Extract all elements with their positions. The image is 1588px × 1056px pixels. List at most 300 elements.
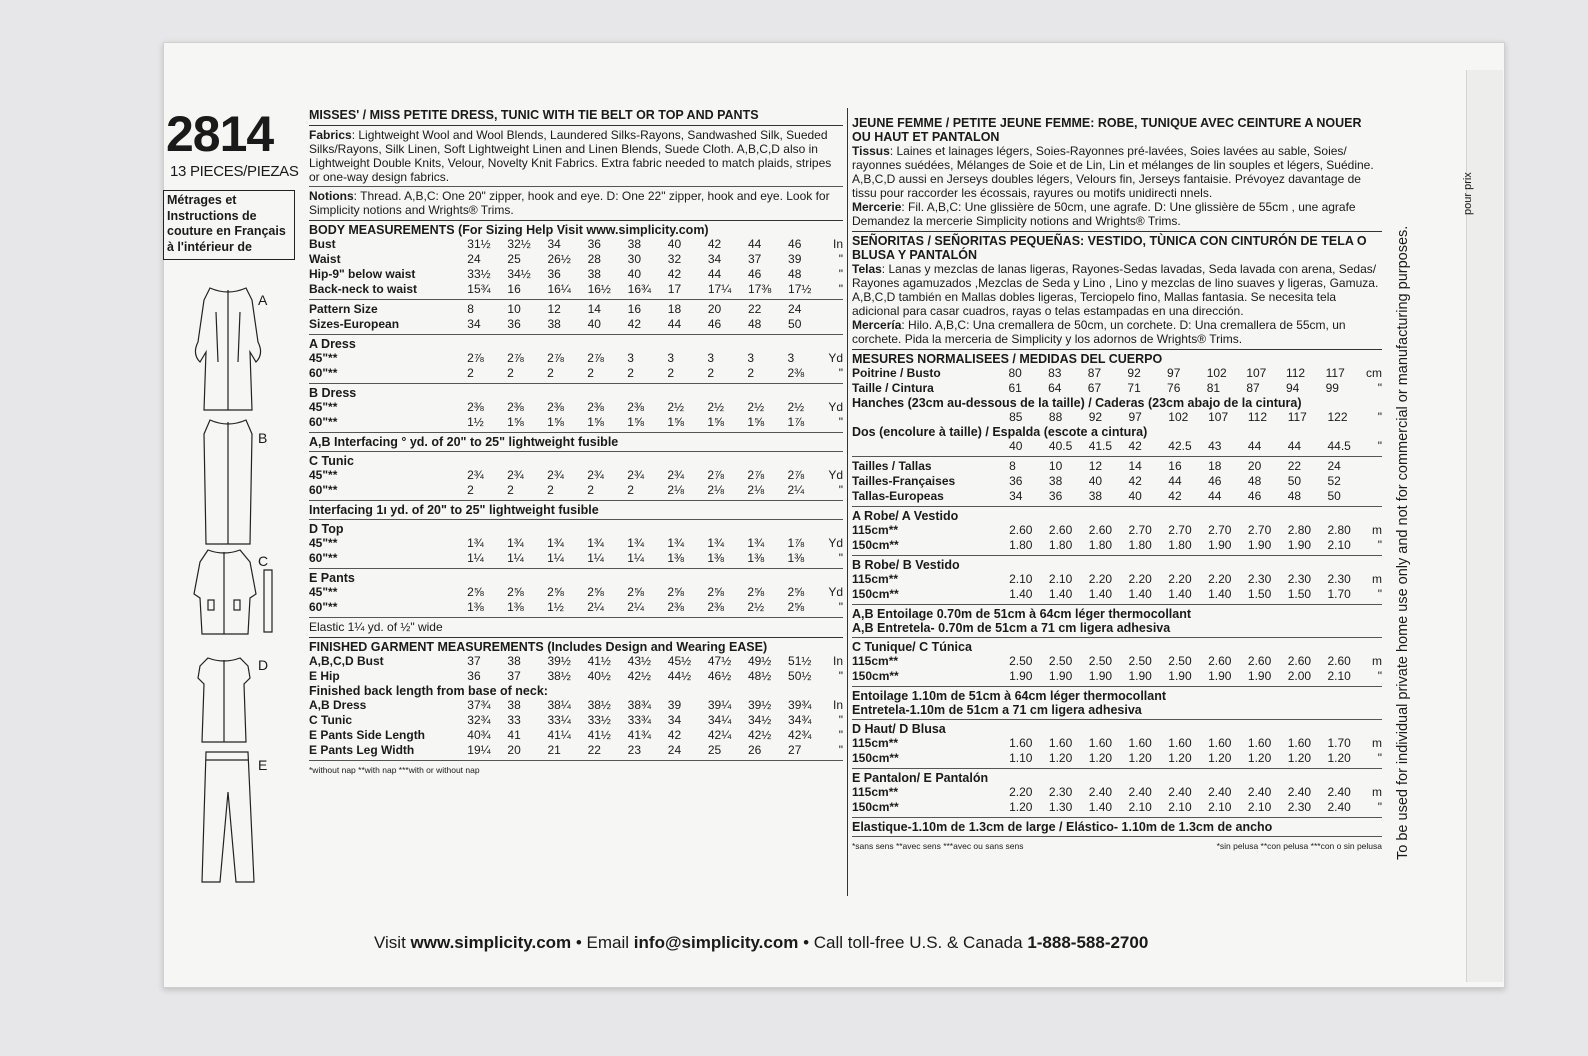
table-row <box>852 785 1382 800</box>
cell-value: 1¾ <box>747 536 765 550</box>
cell-value: 41½ <box>587 728 611 742</box>
row-label: 45"** <box>309 351 338 365</box>
table-row <box>309 585 843 600</box>
table-row <box>309 366 843 381</box>
table-row <box>852 381 1382 396</box>
cell-value: 1⅝ <box>707 415 725 429</box>
cell-unit: " <box>838 267 843 281</box>
cell-value: 2.80 <box>1327 523 1351 537</box>
yardage-table <box>852 572 1382 602</box>
cell-value: 2.60 <box>1088 523 1113 537</box>
view-title: D Top <box>309 522 344 536</box>
cell-value: 51½ <box>788 654 812 668</box>
cell-value: 38 <box>507 654 521 668</box>
cell-value: 61 <box>1008 381 1022 395</box>
row-label <box>852 410 1009 425</box>
cell-value: 1⅜ <box>707 551 725 565</box>
cell-unit: Yd <box>828 536 843 550</box>
cell-value: 1.90 <box>1048 669 1073 683</box>
view-title: A Dress <box>309 337 356 351</box>
cell-value: 48 <box>1287 489 1302 503</box>
cell-value: 2.50 <box>1048 654 1073 668</box>
cell-value: 32½ <box>507 237 531 251</box>
cell-value: 49½ <box>747 654 772 668</box>
cell-value: 1⅜ <box>747 551 765 565</box>
yardage-table <box>852 654 1382 684</box>
cell-value: 1.90 <box>1247 538 1272 552</box>
row-label: 115cm** <box>852 572 899 586</box>
cell-value: 41½ <box>587 654 611 668</box>
cell-value: 36 <box>1048 489 1063 503</box>
table-row <box>309 282 843 297</box>
cell-value: 1.80 <box>1088 538 1113 552</box>
cell-value: 2.70 <box>1247 523 1272 537</box>
row-label: 45"** <box>309 468 338 482</box>
cell-value: 81 <box>1206 381 1221 395</box>
cell-value: 30 <box>627 252 642 266</box>
cell-value: 12 <box>1088 459 1103 473</box>
cell-value: 1.80 <box>1009 538 1033 552</box>
table-row <box>852 439 1382 454</box>
cell-value: 25 <box>507 252 521 266</box>
cell-unit: Yd <box>828 400 843 414</box>
cell-value: 47½ <box>707 654 732 668</box>
footer-email-label: • Email <box>571 933 634 952</box>
cell-value: 2.70 <box>1208 523 1232 537</box>
cell-value: 48½ <box>747 669 772 683</box>
cell-value: 10 <box>1048 459 1063 473</box>
cell-value: 46 <box>747 267 762 281</box>
cell-value: 24 <box>667 743 682 757</box>
cell-value: 16¾ <box>627 282 652 296</box>
cell-value: 2.40 <box>1168 785 1192 799</box>
cell-unit: Yd <box>828 468 843 482</box>
cell-value: 46 <box>1247 489 1262 503</box>
cell-value: 1¾ <box>587 536 604 550</box>
cell-value: 2.20 <box>1128 572 1152 586</box>
view-label-d: D <box>258 657 269 673</box>
cell-value: 1⅝ <box>627 415 644 429</box>
cell-value: 16 <box>627 302 642 316</box>
cell-value: 2.50 <box>1128 654 1152 668</box>
table-row <box>309 713 843 728</box>
cell-value: 2.30 <box>1247 572 1272 586</box>
cell-value: 38¼ <box>547 698 571 712</box>
cell-value: 2¾ <box>627 468 644 482</box>
cell-value: 18 <box>667 302 682 316</box>
cell-value: 2.10 <box>1208 800 1232 814</box>
row-label: 150cm** <box>852 800 899 814</box>
cell-unit: " <box>1377 751 1382 765</box>
cell-value: 33¼ <box>547 713 571 727</box>
view-title: D Haut/ D Blusa <box>852 722 946 736</box>
cell-value: 17½ <box>788 282 812 296</box>
elastique-text: Elastique-1.10m de 1.3cm de large / Elástico- 1.10m de 1.3cm de ancho <box>852 820 1273 834</box>
cell-value: 92 <box>1127 366 1141 380</box>
cell-value: 50 <box>1327 489 1341 503</box>
cell-unit: " <box>838 282 843 296</box>
cell-value: 1.90 <box>1168 669 1192 683</box>
ab-entoilage: A,B Entoilage 0.70m de 51cm à 64cm léger thermocollant <box>852 607 1192 621</box>
fabrics-text: Fabrics: Lightweight Wool and Wool Blends, Laundered Silks-Rayons, Sandwashed Silk, Sueded Silks/Rayons, Silk Linen, Soft Lightweight Linen and Linen Blends, Suede Cloth. A,B,C,D also in Lightweight Double Knits, Velour, Novelty Knit Fabrics. Extra fabric needed to match plaids, stripes or one-way design fabrics. <box>309 128 832 184</box>
cell-value: 10 <box>507 302 521 316</box>
table-row <box>309 237 843 252</box>
cell-unit: " <box>838 743 843 757</box>
cell-value: 41¾ <box>627 728 652 742</box>
cell-value: 1¾ <box>467 536 484 550</box>
cell-value: 1.60 <box>1048 736 1073 750</box>
row-label: Poitrine / Busto <box>852 366 941 380</box>
cell-value: 2.40 <box>1208 785 1232 799</box>
cell-value: 43 <box>1208 439 1222 453</box>
cell-value: 3 <box>707 351 715 365</box>
cell-value: 38 <box>547 317 561 331</box>
cell-value: 2.30 <box>1287 800 1312 814</box>
table-row <box>852 489 1382 504</box>
cell-value: 2.70 <box>1168 523 1192 537</box>
cell-value: 2⅝ <box>587 585 604 599</box>
ab-entretela: A,B Entretela- 0.70m de 51cm a 71 cm ligera adhesiva <box>852 621 1171 635</box>
cell-value: 1⅝ <box>747 415 765 429</box>
cell-value: 22 <box>587 743 601 757</box>
cell-value: 23 <box>627 743 642 757</box>
cell-value: 39¼ <box>707 698 732 712</box>
cell-value: 32¾ <box>467 713 491 727</box>
cell-value: 1.80 <box>1128 538 1152 552</box>
cell-value: 76 <box>1167 381 1181 395</box>
cell-value: 2.10 <box>1009 572 1033 586</box>
row-label: 115cm** <box>852 736 899 750</box>
cell-value: 2⅜ <box>667 600 684 614</box>
fr-size-table <box>852 459 1382 504</box>
cell-value: 40¾ <box>467 728 491 742</box>
cell-value: 34¼ <box>707 713 732 727</box>
cell-value: 14 <box>587 302 601 316</box>
cell-value: 2.10 <box>1168 800 1192 814</box>
cell-value: 17 <box>667 282 682 296</box>
cell-value: 20 <box>507 743 521 757</box>
cell-value: 1¼ <box>467 551 484 565</box>
cell-value: 80 <box>1008 366 1022 380</box>
cell-value: 2 <box>547 366 554 380</box>
cell-value: 1.90 <box>1247 669 1272 683</box>
cell-value: 36 <box>587 237 601 251</box>
c-entretela: Entretela-1.10m de 51cm a 71 cm ligera adhesiva <box>852 703 1142 717</box>
cell-value: 1⅝ <box>507 415 524 429</box>
cell-value: 42 <box>707 237 722 251</box>
cell-value: 2⅝ <box>787 585 805 599</box>
french-spanish-column <box>852 116 1382 853</box>
table-row <box>309 669 843 684</box>
row-label: 60"** <box>309 366 338 380</box>
english-column <box>309 108 843 777</box>
row-label: A,B Dress <box>309 698 367 712</box>
cell-value: 1.60 <box>1208 736 1232 750</box>
cell-value: 34½ <box>507 267 531 281</box>
spanish-title: SEÑORITAS / SEÑORITAS PEQUEÑAS: VESTIDO, TÙNICA CON CINTURÓN DE TELA O BLUSA Y PANTALÓN <box>852 234 1367 262</box>
row-label: 60"** <box>309 415 338 429</box>
cell-value: 2⅞ <box>507 351 524 365</box>
cell-value: 17¼ <box>707 282 732 296</box>
yardage-table <box>309 536 843 566</box>
cell-unit: In <box>832 698 843 712</box>
footer-url[interactable]: www.simplicity.com <box>410 933 572 952</box>
cell-value: 1.90 <box>1208 669 1232 683</box>
table-row <box>309 600 843 615</box>
cell-value: 26 <box>747 743 762 757</box>
cell-value: 1¾ <box>667 536 684 550</box>
cell-value: 48 <box>1247 474 1262 488</box>
footnote-es: *sin pelusa **con pelusa ***con o sin pelusa <box>1216 841 1382 851</box>
pieces-count: 13 PIECES/PIEZAS <box>170 163 299 180</box>
cell-value: 1¾ <box>627 536 644 550</box>
footer-visit: Visit <box>374 933 411 952</box>
cell-value: 2¾ <box>547 468 564 482</box>
cell-value: 22 <box>747 302 762 316</box>
cell-value: 2.70 <box>1128 523 1152 537</box>
cell-value: 2¼ <box>787 483 805 497</box>
cell-value: 2⅜ <box>507 400 524 414</box>
garment-sketches <box>178 282 278 892</box>
c-interfacing: Interfacing 1ı yd. of 20" to 25" lightweight fusible <box>309 503 599 517</box>
cell-value: 42 <box>1128 439 1142 453</box>
merceria-text: Mercería: Hilo. A,B,C: Una cremallera de 50cm, un corchete. D: Una cremallera de 55cm, un corchete. Pida la merceria de Simplicity y los adornos de Wrights® Trims. <box>852 318 1346 346</box>
view-label-c: C <box>258 553 269 569</box>
cell-unit: m <box>1372 523 1382 537</box>
cell-value: 39 <box>788 252 802 266</box>
row-label: Pattern Size <box>309 302 378 316</box>
cell-unit: " <box>838 252 843 266</box>
cell-unit: m <box>1372 654 1382 668</box>
cell-value: 42 <box>667 728 682 742</box>
cell-value: 1¼ <box>547 551 564 565</box>
cell-value: 40 <box>1009 439 1023 453</box>
yardage-table <box>852 736 1382 766</box>
cell-value: 2.20 <box>1009 785 1033 799</box>
cell-value: 2¼ <box>627 600 644 614</box>
cell-value: 8 <box>467 302 474 316</box>
cell-value: 28 <box>587 252 601 266</box>
cell-value: 2.30 <box>1048 785 1073 799</box>
cell-value: 38½ <box>587 698 611 712</box>
cell-value: 1.90 <box>1287 538 1312 552</box>
cell-unit: " <box>1377 587 1382 601</box>
cell-value: 34 <box>667 713 682 727</box>
cell-unit: " <box>838 415 843 429</box>
table-row <box>309 551 843 566</box>
mercerie-text: Mercerie: Fil. A,B,C: Une glissière de 50cm, une agrafe. D: Une glissière de 55cm , une agrafe Demandez la mercerie Simplicity notions and Wrights® Trims. <box>852 200 1356 228</box>
row-label: 115cm** <box>852 654 899 668</box>
cell-value: 2⅞ <box>747 468 765 482</box>
cell-value: 71 <box>1127 381 1141 395</box>
view-label-b: B <box>258 430 268 446</box>
cell-value: 42½ <box>627 669 652 683</box>
row-label: 150cm** <box>852 669 899 683</box>
cell-value: 2.40 <box>1247 785 1272 799</box>
cell-value: 1.20 <box>1247 751 1272 765</box>
row-label: Tallas-Europeas <box>852 489 944 503</box>
cell-value: 36 <box>547 267 561 281</box>
view-title: E Pantalon/ E Pantalón <box>852 771 989 785</box>
table-row <box>309 351 843 366</box>
cell-value: 94 <box>1285 381 1300 395</box>
row-label <box>852 439 1009 454</box>
cell-value: 45½ <box>667 654 692 668</box>
cell-value: 2⅝ <box>627 585 644 599</box>
cell-value: 2⅛ <box>707 483 725 497</box>
cell-value: 2⅝ <box>787 600 805 614</box>
cell-value: 2½ <box>787 400 805 414</box>
cell-value: 38½ <box>547 669 571 683</box>
cell-value: 2 <box>507 483 514 497</box>
cell-value: 2.60 <box>1208 654 1232 668</box>
cell-unit: cm <box>1366 366 1382 380</box>
cell-value: 48 <box>788 267 802 281</box>
cell-unit: " <box>1377 439 1382 453</box>
cell-value: 33¾ <box>627 713 652 727</box>
cell-value: 44 <box>1168 474 1182 488</box>
row-label: Tailles-Françaises <box>852 474 956 488</box>
cell-value: 3 <box>627 351 634 365</box>
finished-table-2 <box>309 698 843 758</box>
cell-value: 1.50 <box>1287 587 1312 601</box>
row-label: 150cm** <box>852 751 899 765</box>
cell-value: 15¾ <box>467 282 491 296</box>
cell-value: 34 <box>707 252 722 266</box>
cell-value: 43½ <box>627 654 652 668</box>
footnote-en: *without nap **with nap ***with or without nap <box>309 765 480 775</box>
cell-value: 2 <box>467 483 474 497</box>
cell-value: 42 <box>1168 489 1182 503</box>
cell-value: 1¼ <box>587 551 604 565</box>
yardage-table <box>309 468 843 498</box>
view-label-e: E <box>258 757 268 773</box>
cell-value: 1.80 <box>1048 538 1073 552</box>
cell-value: 1.40 <box>1009 587 1033 601</box>
cell-value: 44.5 <box>1327 439 1351 453</box>
cell-value: 50 <box>788 317 802 331</box>
cell-value: 1.20 <box>1327 751 1351 765</box>
cell-value: 2 <box>627 366 634 380</box>
cell-value: 2 <box>667 366 674 380</box>
cell-value: 1½ <box>547 600 564 614</box>
cell-value: 2.80 <box>1287 523 1312 537</box>
cell-value: 44 <box>707 267 722 281</box>
footer-phone: 1-888-588-2700 <box>1027 933 1149 952</box>
view-label-a: A <box>258 292 268 308</box>
dos-label: Dos (encolure à taille) / Espalda (escote a cintura) <box>852 425 1148 439</box>
telas-text: Telas: Lanas y mezclas de lanas ligeras, Rayones-Sedas lavadas, Seda lavada con arena, Sedas/ Rayones agamuzados ,Mezclas de Seda y Lino , Lino y mezclas de lino suaves y ligeras, Gamuza. A,B,C,D también en Mallas dobles ligeras, Terciopelo fino, Mallas fantasia. Se necesita tela adicional para casar cuadros, rayas o telas estampadas en una dirección. <box>852 262 1379 318</box>
cell-value: 2.20 <box>1168 572 1192 586</box>
cell-value: 2.60 <box>1048 523 1073 537</box>
cell-value: 25 <box>707 743 722 757</box>
cell-value: 67 <box>1087 381 1102 395</box>
cell-value: 1.20 <box>1168 751 1192 765</box>
cell-value: 1.40 <box>1128 587 1152 601</box>
cell-value: 2.10 <box>1327 538 1351 552</box>
table-row <box>852 474 1382 489</box>
cell-value: 2¾ <box>667 468 684 482</box>
c-entoilage: Entoilage 1.10m de 51cm à 64cm léger thermocollant <box>852 689 1167 703</box>
cell-value: 46 <box>707 317 722 331</box>
row-label: 150cm** <box>852 587 899 601</box>
table-row <box>309 743 843 758</box>
row-label: Bust <box>309 237 336 251</box>
cell-value: 107 <box>1208 410 1229 424</box>
cell-value: 2¾ <box>587 468 604 482</box>
mesures-table <box>852 366 1382 396</box>
cell-value: 1⅜ <box>507 600 524 614</box>
cell-value: 42 <box>667 267 682 281</box>
row-label: Hip-9" below waist <box>309 267 416 281</box>
table-row <box>852 538 1382 553</box>
row-label: 45"** <box>309 400 338 414</box>
cell-value: 1.70 <box>1327 736 1351 750</box>
table-row <box>309 468 843 483</box>
cell-unit: In <box>832 237 843 251</box>
cell-unit: " <box>838 600 843 614</box>
cell-value: 87 <box>1246 381 1260 395</box>
cell-value: 26½ <box>547 252 571 266</box>
row-label: 45"** <box>309 585 338 599</box>
view-title: C Tunique/ C Túnica <box>852 640 972 654</box>
footer-email[interactable]: info@simplicity.com <box>633 933 799 952</box>
cell-value: 18 <box>1208 459 1222 473</box>
cell-value: 34 <box>1009 489 1023 503</box>
cell-value: 102 <box>1206 366 1227 380</box>
row-label: C Tunic <box>309 713 353 727</box>
cell-value: 40 <box>1128 489 1142 503</box>
cell-value: 37¾ <box>467 698 491 712</box>
cell-value: 40 <box>627 267 642 281</box>
cell-unit: " <box>838 483 843 497</box>
cell-unit: " <box>1377 669 1382 683</box>
table-row <box>852 459 1382 474</box>
cell-value: 112 <box>1247 410 1268 424</box>
table-row <box>309 302 843 317</box>
cell-value: 2.60 <box>1287 654 1312 668</box>
yardage-table <box>309 585 843 615</box>
cell-value: 2⅜ <box>787 366 805 380</box>
sketch-e-pants <box>202 752 254 882</box>
cell-value: 2⅛ <box>747 483 765 497</box>
cell-value: 2½ <box>747 600 765 614</box>
cell-value: 41¼ <box>547 728 571 742</box>
cell-value: 2.50 <box>1168 654 1192 668</box>
notions-text: Notions: Thread. A,B,C: One 20" zipper, hook and eye. D: One 22" zipper, hook and eye. Look for Simplicity notions and Wrights® Trims. <box>309 189 830 217</box>
cell-value: 40.5 <box>1048 439 1073 453</box>
cell-unit: m <box>1372 736 1382 750</box>
cell-value: 2⅝ <box>547 585 564 599</box>
cell-value: 39¾ <box>788 698 812 712</box>
cell-unit: " <box>1377 381 1382 395</box>
cell-value: 1⅞ <box>787 415 805 429</box>
cell-value: 1.40 <box>1088 800 1113 814</box>
cell-value: 2 <box>627 483 634 497</box>
ab-interfacing: A,B Interfacing ° yd. of 20" to 25" lightweight fusible <box>309 435 619 449</box>
cell-value: 2.40 <box>1088 785 1113 799</box>
cell-value: 40½ <box>587 669 611 683</box>
column-divider <box>847 108 848 896</box>
cell-value: 50 <box>1287 474 1302 488</box>
cell-value: 107 <box>1246 366 1267 380</box>
cell-value: 2.50 <box>1009 654 1033 668</box>
cell-value: 83 <box>1048 366 1062 380</box>
row-label: 60"** <box>309 551 338 565</box>
cell-unit <box>1367 459 1382 474</box>
cell-value: 1⅝ <box>547 415 564 429</box>
table-row <box>852 654 1382 669</box>
